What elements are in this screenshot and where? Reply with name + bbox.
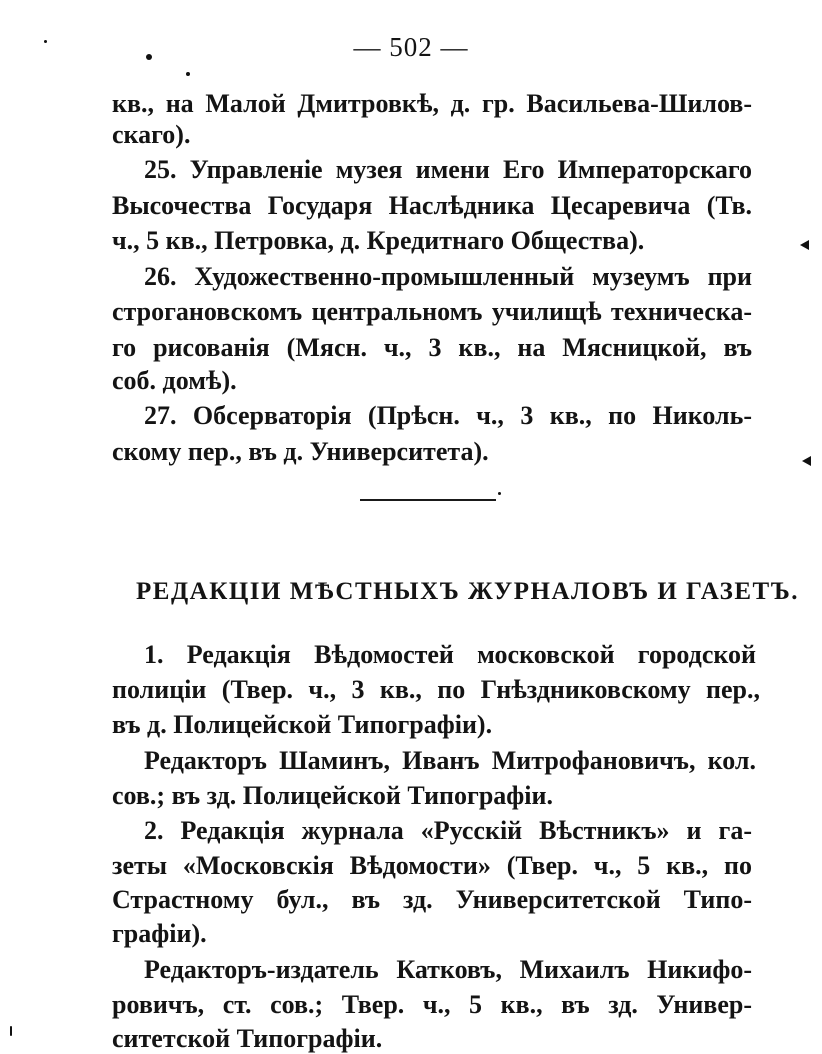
section-heading: РЕДАКЦІИ МѢСТНЫХЪ ЖУРНАЛОВЪ И ГАЗЕТЪ. bbox=[136, 578, 800, 605]
text-line: Редакторъ-издатель Катковъ, Михаилъ Никифо- bbox=[144, 955, 752, 984]
page-number: — 502 — bbox=[353, 32, 469, 62]
text-line: соб. домѣ). bbox=[112, 366, 237, 395]
ink-speck bbox=[44, 40, 47, 43]
text-line: скаго). bbox=[112, 120, 191, 149]
text-line: Редакторъ Шаминъ, Иванъ Митрофановичъ, кол. bbox=[144, 746, 756, 775]
text-line: 1. Редакція Вѣдомостей московской городской bbox=[144, 640, 756, 669]
text-line: сов.; въ зд. Полицейской Типографіи. bbox=[112, 781, 553, 810]
text-line: ситетской Типографіи. bbox=[112, 1024, 383, 1053]
ink-speck bbox=[498, 492, 501, 495]
text-line: въ д. Полицейской Типографіи). bbox=[112, 710, 493, 739]
text-line: 2. Редакція журнала «Русскій Вѣстникъ» и га- bbox=[144, 816, 752, 845]
text-line: ровичъ, ст. сов.; Твер. ч., 5 кв., въ зд. Универ- bbox=[112, 990, 752, 1019]
ink-speck bbox=[186, 72, 190, 76]
text-line: ч., 5 кв., Петровка, д. Кредитнаго Общества). bbox=[112, 226, 645, 255]
text-line: го рисованія (Мясн. ч., 3 кв., на Мясницкой, въ bbox=[112, 333, 752, 362]
text-line: полиціи (Твер. ч., 3 кв., по Гнѣздниковскому пер., bbox=[112, 675, 760, 704]
text-line: строгановскомъ центральномъ училищѣ техническа- bbox=[112, 297, 752, 326]
text-line: зеты «Московскія Вѣдомости» (Твер. ч., 5 кв., по bbox=[112, 851, 752, 880]
margin-arrow-icon bbox=[802, 456, 811, 466]
section-divider bbox=[360, 499, 496, 501]
text-line: кв., на Малой Дмитровкѣ, д. гр. Васильева-Шилов- bbox=[112, 89, 752, 118]
text-line: скому пер., въ д. Университета). bbox=[112, 437, 489, 466]
ink-speck bbox=[146, 54, 152, 60]
text-line: графіи). bbox=[112, 919, 207, 948]
text-line: 26. Художественно-промышленный музеумъ при bbox=[144, 262, 752, 291]
text-line: Страстному бул., въ зд. Университетской Типо- bbox=[112, 885, 752, 914]
ink-speck bbox=[10, 1026, 12, 1036]
text-line: 27. Обсерваторія (Прѣсн. ч., 3 кв., по Николь- bbox=[144, 401, 752, 430]
text-line: 25. Управленіе музея имени Его Императорскаго bbox=[144, 155, 752, 184]
text-line: Высочества Государя Наслѣдника Цесаревича (Тв. bbox=[112, 191, 752, 220]
margin-arrow-icon bbox=[800, 240, 809, 250]
